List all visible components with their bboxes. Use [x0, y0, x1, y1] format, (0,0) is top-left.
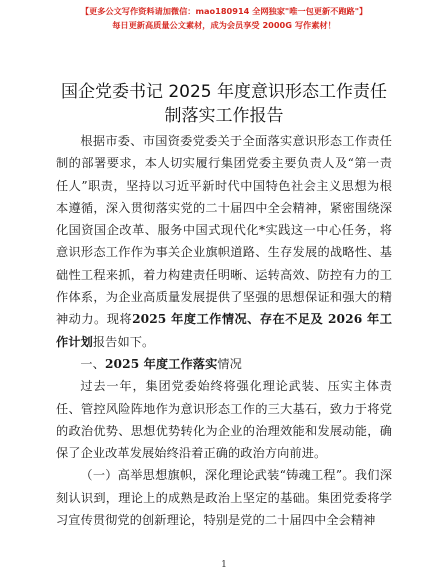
paragraph-intro-tail: 报告如下。 — [92, 334, 155, 349]
page-number: 1 — [221, 560, 227, 570]
document-body — [56, 130, 392, 531]
paragraph-subsection-1 — [56, 464, 392, 531]
document-title: 国企党委书记 2025 年度意识形态工作责任制落实工作报告 — [60, 82, 388, 126]
paragraph-intro-bold: 2025 年度工作情况、存在不足及 2026 年工作计划 — [56, 312, 392, 349]
paragraph-section1-text: 过去一年，集团党委始终将强化理论武装、压实主体责任、管控风险阵地作为意识形态工作的三大基石，致力于将党的政治优势、思想优势转化为企业的治理效能和发展动能，确保了企业改革发展始终沿着正确的政治方向前进。 — [56, 379, 392, 461]
paragraph-subsection-1-text: （一）高举思想旗帜，深化理论武装“铸魂工程”。我们深刻认识到，理论上的成熟是政治上坚定的基础。集团党委将学习宣传贯彻党的创新理论，特别是党的二十届四中全会精神 — [56, 468, 392, 528]
section-heading-1-tail: 情况 — [217, 356, 242, 371]
promo-banner — [0, 4, 448, 32]
section-heading-1-bold: 2025 年度工作落实 — [104, 356, 218, 371]
section-heading-1-number: 一、 — [80, 356, 105, 371]
paragraph-intro-text: 根据市委、市国资委党委关于全面落实意识形态工作责任制的部署要求，本人切实履行集团党委主要负责人及“第一责任人”职责，坚持以习近平新时代中国特色社会主义思想为根本遵循，深入贯彻落实党的二十届四中全会精神，紧密围绕深化国资国企改革、服务中国式现代化*实践这一中心任务，将意识形态工作作为事关企业旗帜道路、生存发展的战略性、基础性工程来抓，着力构建责任明晰、运转高效、防控有力的工作体系，为企业高质量发展提供了坚强的思想保证和强大的精神动力。现将 — [56, 134, 392, 327]
paragraph-section1-body — [56, 375, 392, 464]
promo-banner-line-1: 【更多公文写作资料请加微信：mao180914 全网独家"唯一包更新不跑路"】 — [80, 6, 368, 16]
paragraph-intro — [56, 130, 392, 353]
section-heading-1 — [56, 353, 392, 375]
promo-banner-line-2: 每日更新高质量公文素材，成为会员享受 2000G 写作素材！ — [112, 20, 336, 30]
